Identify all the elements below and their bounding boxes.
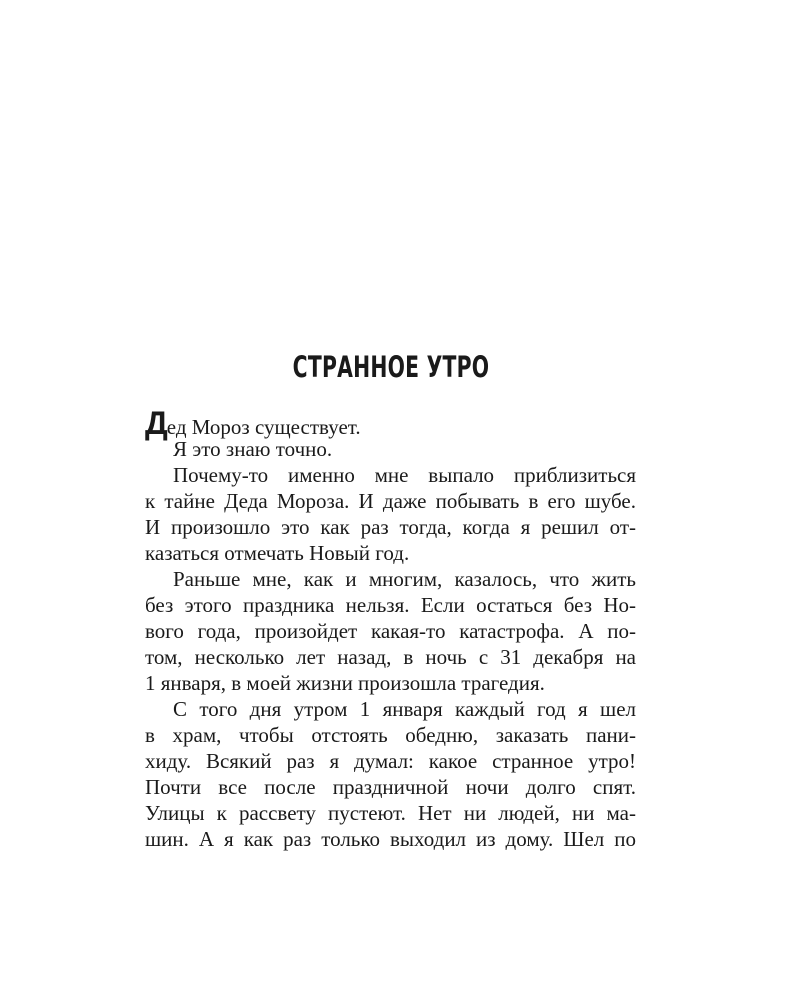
text-line-10: том, несколько лет назад, в ночь с 31 декабря на: [145, 645, 636, 669]
text-line-2: Я это знаю точно.: [173, 437, 333, 461]
text-line-15: Почти все после праздничной ночи долго спят.: [145, 775, 636, 799]
body-text: [145, 405, 636, 852]
text-line-6: казаться отмечать Новый год.: [145, 541, 410, 565]
text-line-11: 1 января, в моей жизни произошла трагедия.: [145, 671, 545, 695]
text-line-14: хиду. Всякий раз я думал: какое странное утро!: [145, 749, 636, 773]
text-line-7: Раньше мне, как и многим, казалось, что жить: [173, 567, 636, 591]
text-line-4: к тайне Деда Мороза. И даже побывать в его шубе.: [145, 489, 636, 513]
text-line-16: Улицы к рассвету пустеют. Нет ни людей, ни ма-: [145, 801, 636, 825]
text-line-8: без этого праздника нельзя. Если остаться без Но-: [145, 593, 636, 617]
chapter-title: СТРАННОЕ УТРО: [292, 350, 490, 384]
text-line-9: вого года, произойдет какая-то катастрофа. А по-: [145, 619, 636, 643]
text-line-5: И произошло это как раз тогда, когда я решил от-: [145, 515, 636, 539]
text-line-1: Дед Мороз существует.: [145, 405, 361, 441]
drop-cap: Д: [145, 405, 167, 441]
text-line-3: Почему-то именно мне выпало приблизиться: [173, 463, 636, 487]
text-line-17: шин. А я как раз только выходил из дому. Шел по: [145, 827, 636, 851]
text-line-12: С того дня утром 1 января каждый год я шел: [173, 697, 636, 721]
text-line-13: в храм, чтобы отстоять обедню, заказать пани-: [145, 723, 636, 747]
